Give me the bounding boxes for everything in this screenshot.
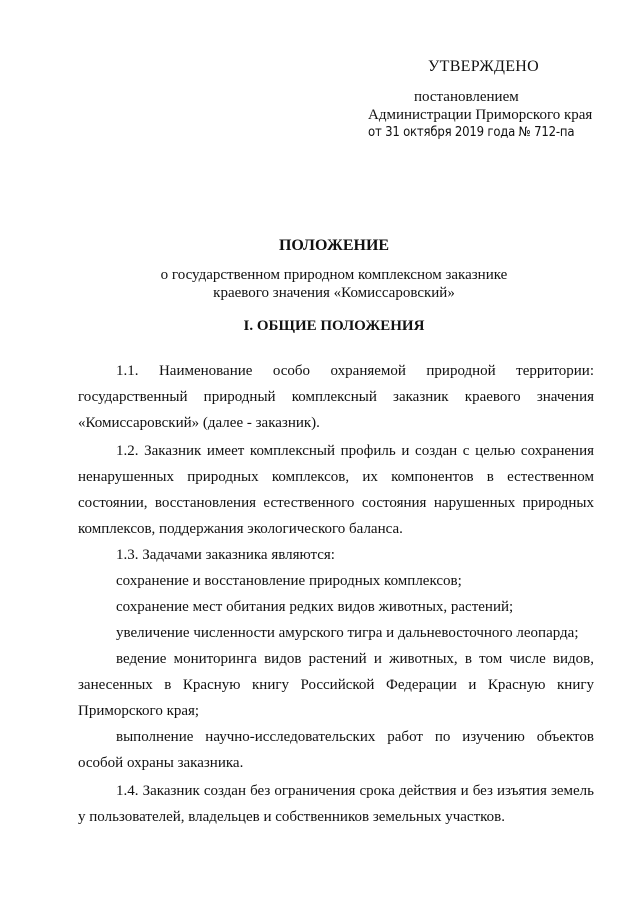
list-item-task-3: увеличение численности амурского тигра и дальневосточного леопарда; — [116, 625, 579, 641]
document-body — [78, 358, 594, 830]
paragraph-1-3: 1.3. Задачами заказника являются: — [116, 547, 335, 563]
list-item-task-4: ведение мониторинга видов растений и животных, в том числе видов, занесенных в Красную книгу Российской Федерации и Красную книгу Приморского края; — [78, 651, 594, 719]
paragraph-1-2: 1.2. Заказник имеет комплексный профиль и создан с целью сохранения ненарушенных природных комплексов, их компонентов в естественном состоянии, восстановления естественного состояния нарушенных природных комплексов, поддержания экологического баланса. — [78, 443, 594, 537]
approval-line-date-number: от 31 октября 2019 года № 712-па — [368, 125, 575, 140]
section-heading-general: I. ОБЩИЕ ПОЛОЖЕНИЯ — [243, 318, 425, 334]
document-subtitle-line-1: о государственном природном комплексном заказнике — [160, 267, 508, 283]
approval-stamp — [364, 58, 594, 142]
list-item-task-2: сохранение мест обитания редких видов животных, растений; — [116, 599, 514, 615]
document-title-block — [60, 236, 608, 302]
paragraph-1-1: 1.1. Наименование особо охраняемой природной территории: государственный природный комплексный заказник краевого значения «Комиссаровский» (далее - заказник). — [78, 363, 594, 431]
document-title: ПОЛОЖЕНИЕ — [278, 237, 390, 254]
list-item-task-5: выполнение научно-исследовательских работ по изучению объектов особой охраны заказника. — [78, 729, 594, 771]
list-item-task-1: сохранение и восстановление природных комплексов; — [116, 573, 462, 589]
approval-line-administration: Администрации Приморского края — [368, 107, 593, 123]
paragraph-1-4: 1.4. Заказник создан без ограничения срока действия и без изъятия земель у пользователей, владельцев и собственников земельных участков. — [78, 783, 594, 825]
document-subtitle-line-2: краевого значения «Комиссаровский» — [213, 285, 455, 301]
approval-line-resolution: постановлением — [414, 89, 519, 105]
approval-title: УТВЕРЖДЕНО — [428, 58, 540, 75]
